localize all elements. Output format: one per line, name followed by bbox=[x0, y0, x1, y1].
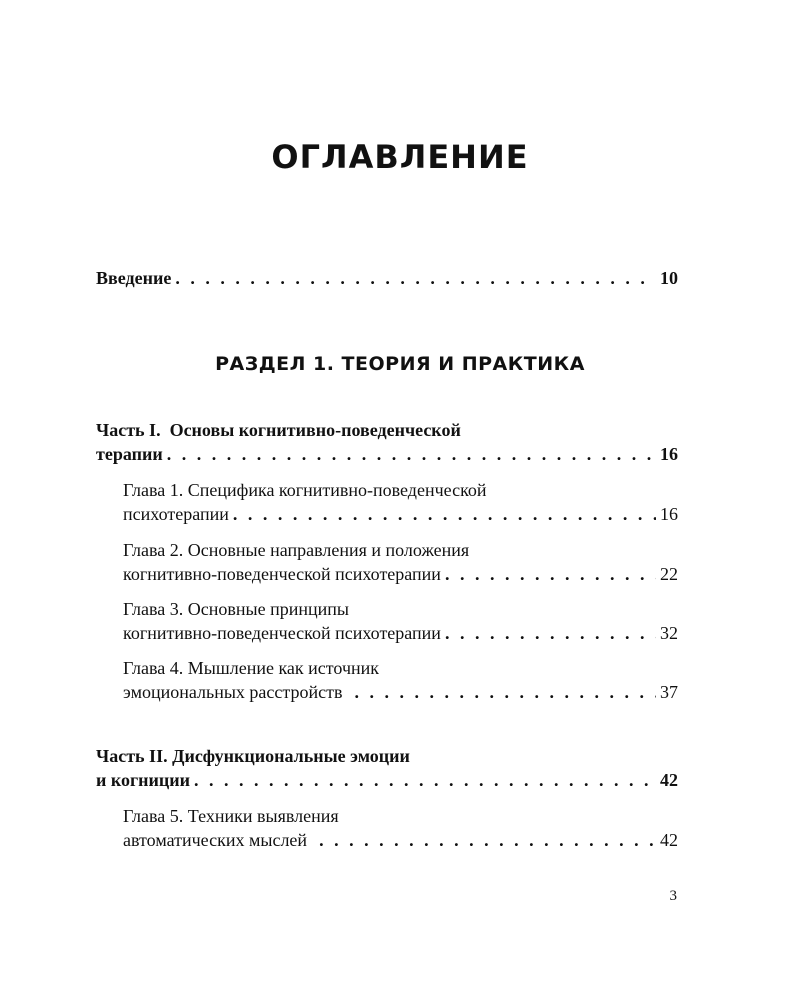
toc-page-number: 16 bbox=[660, 444, 678, 464]
dot-leader bbox=[445, 562, 656, 586]
toc-entry-part-1[interactable] bbox=[96, 418, 678, 466]
toc-entry-label-line1: Глава 4. Мышление как источник bbox=[123, 658, 380, 678]
toc-entry-row bbox=[123, 680, 678, 704]
toc-page-number: 22 bbox=[660, 564, 678, 584]
dot-leader bbox=[233, 502, 656, 526]
toc-entry-part-2[interactable] bbox=[96, 744, 678, 792]
toc-entry-row bbox=[123, 502, 678, 526]
toc-entry-chapter-1[interactable] bbox=[123, 478, 678, 526]
toc-entry-label-line1: Глава 5. Техники выявления bbox=[123, 806, 339, 826]
toc-page-number: 32 bbox=[660, 623, 678, 643]
toc-page-number: 42 bbox=[660, 830, 678, 850]
toc-entry-label-line2: и когниции bbox=[96, 770, 191, 790]
toc-entry-label-line2: когнитивно-поведенческой психотерапии bbox=[123, 564, 441, 584]
toc-entry-row bbox=[96, 768, 678, 792]
toc-entry-label-line1: Глава 3. Основные принципы bbox=[123, 599, 350, 619]
toc-entry-label-line2: эмоциональных расстройств bbox=[123, 682, 343, 702]
toc-entry-label-line1: Глава 2. Основные направления и положения bbox=[123, 540, 470, 560]
toc-entry-chapter-3[interactable] bbox=[123, 597, 678, 645]
page-number-footer: 3 bbox=[669, 888, 677, 904]
dot-leader bbox=[319, 828, 656, 852]
toc-entry-row bbox=[96, 442, 678, 466]
dot-leader bbox=[354, 680, 656, 704]
dot-leader bbox=[175, 266, 656, 290]
toc-entry-introduction[interactable] bbox=[96, 266, 678, 290]
toc-entry-label: Введение bbox=[96, 268, 172, 288]
toc-entry-chapter-5[interactable] bbox=[123, 804, 678, 852]
toc-entry-row bbox=[123, 621, 678, 645]
toc-entry-label-line2: когнитивно-поведенческой психотерапии bbox=[123, 623, 441, 643]
toc-entry-row bbox=[123, 828, 678, 852]
toc-entry-label-line2: терапии bbox=[96, 444, 163, 464]
toc-entry-label-line1: Часть II. Дисфункциональные эмоции bbox=[96, 746, 410, 766]
toc-page-number: 16 bbox=[660, 504, 678, 524]
toc-entry-label-line2: психотерапии bbox=[123, 504, 229, 524]
toc-page-number: 37 bbox=[660, 682, 678, 702]
toc-entry-label-line2: автоматических мыслей bbox=[123, 830, 308, 850]
toc-entry-chapter-4[interactable] bbox=[123, 656, 678, 704]
toc-entry-row bbox=[96, 266, 678, 290]
toc-entry-chapter-2[interactable] bbox=[123, 538, 678, 586]
page-title: ОГЛАВЛЕНИЕ bbox=[271, 138, 529, 176]
dot-leader bbox=[445, 621, 656, 645]
section-heading: РАЗДЕЛ 1. ТЕОРИЯ И ПРАКТИКА bbox=[215, 353, 585, 375]
toc-entry-row bbox=[123, 562, 678, 586]
dot-leader bbox=[167, 442, 656, 466]
dot-leader bbox=[194, 768, 656, 792]
toc-entry-label-line1: Часть I. Основы когнитивно-поведенческой bbox=[96, 420, 461, 440]
toc-page-number: 42 bbox=[660, 770, 678, 790]
toc-entry-label-line1: Глава 1. Специфика когнитивно-поведенческой bbox=[123, 480, 487, 500]
toc-page-number: 10 bbox=[660, 268, 678, 288]
